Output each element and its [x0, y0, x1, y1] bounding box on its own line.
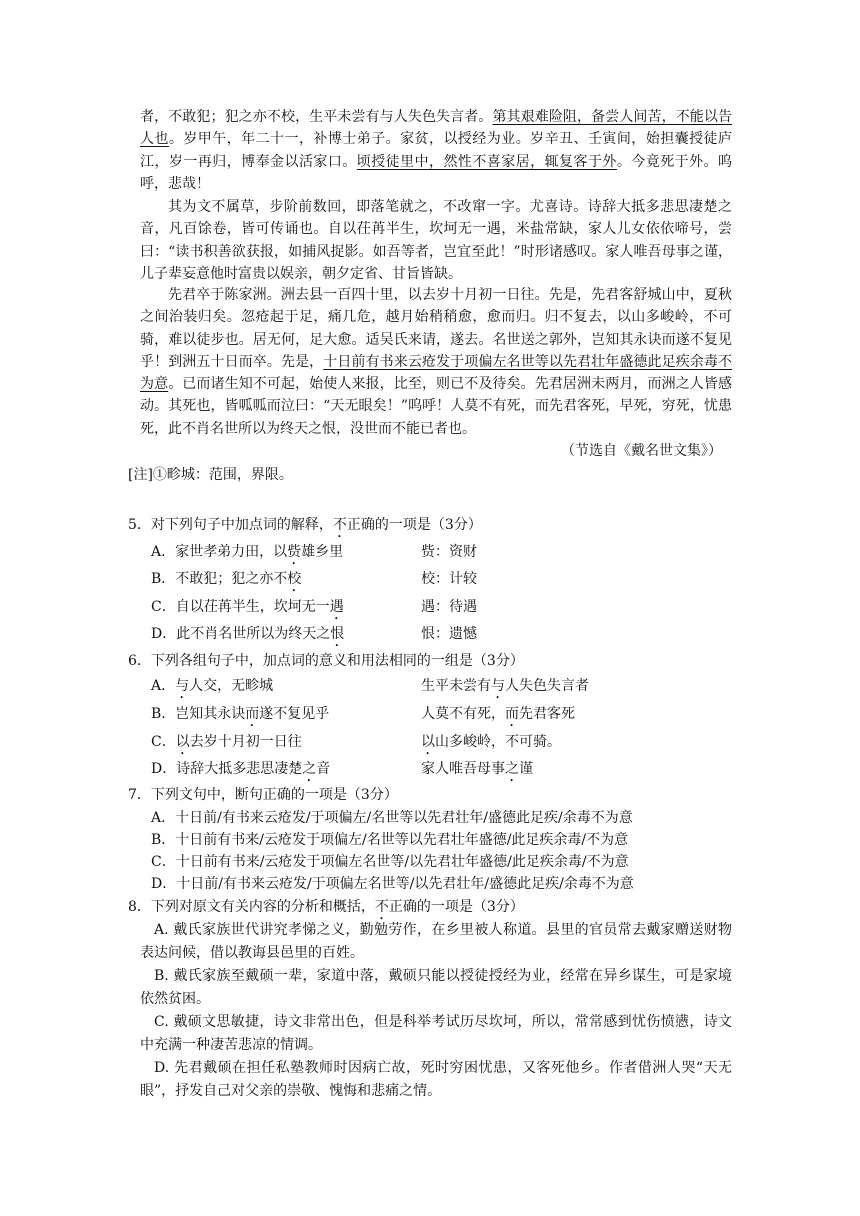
q5-gloss-c: 遇：待遇	[421, 599, 477, 615]
dotted-word: 校	[287, 571, 302, 587]
dotted-word: 而	[245, 706, 260, 722]
q7-option-c[interactable]: C．十日前有书来/云疮发于项偏左名世等/以先君壮年盛德/此足疾余毒/不为意	[151, 854, 629, 870]
q5-gloss-b: 校：计较	[421, 571, 477, 587]
dotted-word: 之	[505, 761, 519, 777]
q6-option-c[interactable]: C．以去岁十月初一日往	[151, 734, 302, 750]
q6-option-b-pair: 人莫不有死，而先君客死	[421, 706, 575, 722]
q7-option-b[interactable]: B．十日前有书来/云疮发于项偏左/名世等以先君壮年盛德/此足疾余毒/不为意	[151, 832, 629, 848]
q5-option-c[interactable]: C．自以茌苒半生，坎坷无一遇	[151, 599, 344, 615]
q7-option-d[interactable]: D．十日前/有书来云疮发/于项偏左名世等/以先君壮年/盛德此足疾/余毒不为意	[151, 876, 634, 892]
q8-option-c[interactable]: C. 戴硕文思敏捷，诗文非常出色，但是科举考试历尽坎坷，所以，常常感到忧伤愤懑，诗文中充满一种凄苦悲凉的情调。	[140, 1014, 732, 1053]
dotted-word: 赀	[287, 544, 302, 560]
question-8-stem: 8．下列对原文有关内容的分析和概括，不正确的一项是（3分）	[128, 899, 524, 915]
underlined-sentence: 第其艰难险阻，备尝人间苦，不能以告人也	[140, 109, 732, 148]
q5-option-a[interactable]: A．家世孝弟力田，以赀雄乡里	[151, 544, 344, 560]
passage-paragraph-1	[140, 106, 732, 195]
q6-option-b[interactable]: B．岂知其永诀而遂不复见乎	[151, 706, 330, 722]
dotted-word: 遇	[329, 599, 344, 615]
q5-option-b[interactable]: B．不敢犯；犯之亦不校	[151, 571, 302, 587]
underlined-sentence: 十日前有书来云疮发于项偏左名世等以先君壮年盛德此足疾余毒不为意	[140, 353, 733, 393]
q6-option-a[interactable]: A．与人交，无畛城	[151, 678, 274, 694]
text-segment: 。今竟死于外。呜呼，悲哉！	[140, 153, 733, 192]
q8-option-d[interactable]: D. 先君戴硕在担任私塾教师时因病亡故，死时穷困忧患，又客死他乡。作者借洲人哭“天无眼”，抒发自己对父亲的崇敬、愧悔和悲痛之情。	[140, 1060, 732, 1099]
text-segment: 。已而诸生知不可起，始使人来报，比至，则已不及待矣。先君居洲未两月，而洲之人皆感动。其死也，皆呱呱而泣曰：“天无眼矣！”呜呼！人莫不有死，而先君客死，早死，穷死，忧患死，此不肖名世所以为终天之恨，没世而不能已者也。	[140, 376, 733, 437]
dotted-word: 之	[302, 761, 317, 777]
passage-note: [注]①畛城：范围，界限。	[128, 467, 293, 483]
q5-gloss-d: 恨：遗憾	[421, 626, 477, 642]
dotted-word: 以	[175, 734, 190, 750]
emphasis-char: 不	[374, 899, 389, 915]
passage-source: （节选自《戴名世文集》）	[561, 443, 722, 459]
dotted-word: 以	[421, 734, 435, 750]
q6-option-d-pair: 家人唯吾母事之谨	[421, 761, 533, 777]
question-5-stem: 5．对下列句子中加点词的解释，不正确的一项是（3分）	[128, 517, 482, 533]
text-segment: 先君卒于陈家洲。洲去县一百四十里，以去岁十月初一日往。先是，先君客舒城山中，夏秋之间治装归矣。忽疮起于足，痛几危，越月始稍稍愈，愈而归。归不复去，以山多峻岭，不可骑，难以徒步也。居无何，足大愈。适吴氏来请，遂去。名世送之郭外，岂知其永诀而遂不复见乎！到洲五十日而卒。先是，	[140, 287, 732, 370]
q8-option-a[interactable]: A. 戴氏家族世代讲究孝悌之义，勤勉劳作，在乡里被人称道。县里的官员常去戴家赠送财物表达问候，借以教诲县邑里的百姓。	[140, 922, 732, 961]
passage-paragraph-2: 其为文不属草，步阶前数回，即落笔就之，不改窜一字。尤喜诗。诗辞大抵多悲思凄楚之音，凡百馀卷，皆可传诵也。自以茌苒半生，坎坷无一遇，米盐常缺，家人儿女依依啼号，尝曰：“读书积善欲获报，如捕风捉影。如吾等者，岂宜至此！”时形诸感叹。家人唯吾母事之谨，儿子辈妄意他时富贵以娱亲，朝夕定省、甘旨皆缺。	[140, 199, 732, 282]
text-segment: 。岁甲午，年二十一，补博士弟子。家贫，以授经为业。岁辛丑、壬寅间，始担囊授徒庐江，岁一再归，博奉金以活家口。	[140, 131, 733, 170]
q5-gloss-a: 赀：资财	[421, 544, 477, 560]
q7-option-a[interactable]: A．十日前/有书来云疮发/于项偏左/名世等以先君壮年/盛德此足疾/余毒不为意	[151, 810, 633, 826]
question-7-stem: 7．下列文句中，断句正确的一项是（3分）	[128, 787, 398, 803]
passage-paragraph-3	[140, 284, 732, 440]
text-segment: 者，不敢犯；犯之亦不校，生平未尝有与人失色失言者。	[140, 109, 493, 125]
underlined-sentence: 顷授徒里中，然性不喜家居，辄复客于外	[356, 153, 617, 170]
q5-option-d[interactable]: D．此不肖名世所以为终天之恨	[151, 626, 345, 642]
q8-option-b[interactable]: B. 戴氏家族至戴硕一辈，家道中落，戴硕只能以授徒授经为业，经常在异乡谋生，可是家境依然贫困。	[140, 968, 732, 1007]
emphasis-char: 不	[332, 517, 347, 533]
q6-option-c-pair: 以山多峻岭，不可骑。	[421, 734, 561, 750]
q6-option-a-pair: 生平未尝有与人失色失言者	[421, 678, 589, 694]
question-6-stem: 6．下列各组句子中，加点词的意义和用法相同的一组是（3分）	[128, 653, 524, 669]
dotted-word: 恨	[330, 626, 345, 642]
dotted-word: 与	[175, 678, 190, 694]
q6-option-d[interactable]: D．诗辞大抵多悲思凄楚之音	[151, 761, 331, 777]
dotted-word: 与	[491, 678, 505, 694]
dotted-word: 而	[505, 706, 519, 722]
